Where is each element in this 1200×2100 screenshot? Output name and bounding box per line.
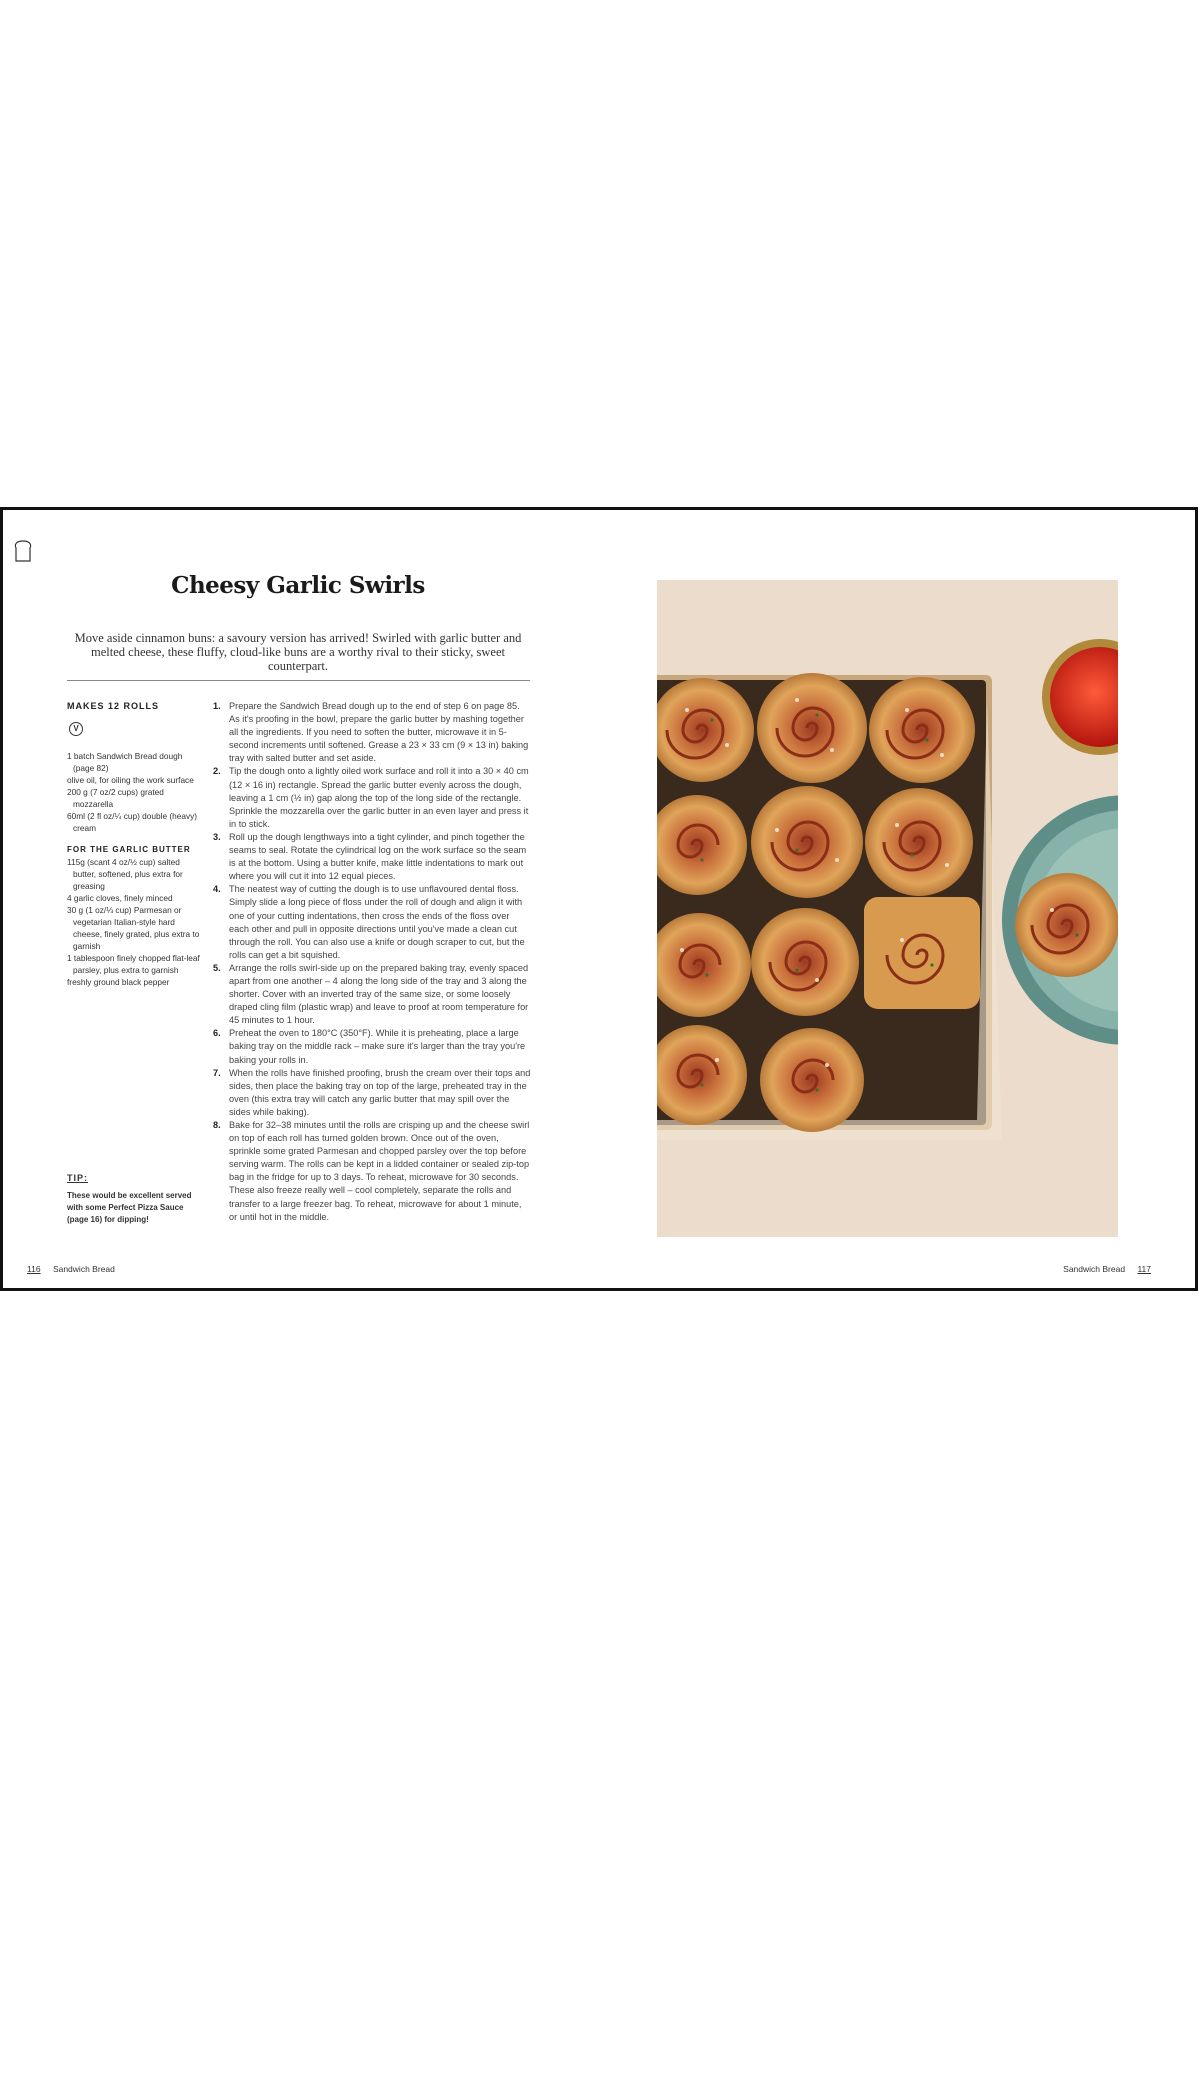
ingredient-item: 115g (scant 4 oz/½ cup) salted butter, softened, plus extra for greasing xyxy=(67,857,183,891)
method-step xyxy=(213,1067,531,1119)
method-step xyxy=(213,700,531,765)
vegetarian-icon: V xyxy=(69,722,83,736)
step-text: Roll up the dough lengthways into a tight cylinder, and pinch together the seams to seal. Rotate the cylindrical log on the work surface so the seam is at the bottom. Using a butter knife, make little indentations to mark out where you will cut it into 12 equal pieces. xyxy=(229,831,527,882)
ingredients-column xyxy=(67,700,202,988)
tip-text: These would be excellent served with some Perfect Pizza Sauce (page 16) for dipping! xyxy=(67,1191,192,1224)
title-divider xyxy=(67,680,530,681)
tip-heading: TIP: xyxy=(67,1173,88,1183)
step-text: Tip the dough onto a lightly oiled work surface and roll it into a 30 × 40 cm (12 × 16 in) rectangle. Spread the garlic butter evenly across the dough, leaving a 1 cm (½ in) gap along the top of the long side of the rectangle. Sprinkle the mozzarella over the garlic butter in an even layer and press it in to stick. xyxy=(229,766,529,829)
tip-box xyxy=(67,1172,197,1226)
step-text: Prepare the Sandwich Bread dough up to the end of step 6 on page 85. As it's proofing in the bowl, prepare the garlic butter by mashing together all the ingredients. If you need to soften the butter, microwave it in 5-second increments until softened. Grease a 23 × 33 cm (9 × 13 in) baking tray with salted butter and set aside. xyxy=(229,701,529,764)
book-spread xyxy=(0,507,1198,1291)
method-step xyxy=(213,883,531,962)
bread-slice-icon xyxy=(13,539,33,563)
step-number: 4. xyxy=(213,884,221,895)
cheesy-garlic-swirls-photo xyxy=(657,580,1118,1237)
recipe-yield: MAKES 12 ROLLS xyxy=(67,701,160,711)
ingredient-item: 4 garlic cloves, finely minced xyxy=(67,893,173,903)
garlic-butter-list xyxy=(67,856,202,988)
ingredient-item: freshly ground black pepper xyxy=(67,977,170,987)
footer-left xyxy=(17,1264,115,1274)
step-text: Preheat the oven to 180°C (350°F). While it is preheating, place a large baking tray on the middle rack – make sure it's larger than the tray you're baking your rolls in. xyxy=(229,1028,526,1065)
step-text: Bake for 32–38 minutes until the rolls are crisping up and the cheese swirl on top of each roll has turned golden brown. Once out of the oven, sprinkle some grated Parmesan and chopped parsley over the top before serving warm. The rolls can be kept in a lidded container or sealed zip-top bag in the fridge for up to 3 days. To reheat, microwave for 30 seconds. These also freeze really well – cool completely, separate the rolls and transfer to a large freezer bag. To reheat, microwave for about 1 minute, or until hot in the middle. xyxy=(229,1120,530,1222)
garlic-butter-heading: FOR THE GARLIC BUTTER xyxy=(67,845,191,854)
ingredient-item: 60ml (2 fl oz/¼ cup) double (heavy) cream xyxy=(67,811,198,833)
step-number: 5. xyxy=(213,962,221,973)
ingredient-item: 1 batch Sandwich Bread dough (page 82) xyxy=(67,751,183,773)
step-text: The neatest way of cutting the dough is to use unflavoured dental floss. Simply slide a long piece of floss under the roll of dough and align it with one of your cutting indentations, then cross the ends of the floss over each other and pull in opposite directions until you've made a clean cut through the roll. You can also use a knife or dough scraper to cut, but the rolls can get a bit squished. xyxy=(229,884,525,960)
step-text: When the rolls have finished proofing, brush the cream over their tops and sides, then place the baking tray on top of the large, preheated tray in the oven (this extra tray will catch any garlic butter that may spill over the sides while baking). xyxy=(229,1067,531,1117)
recipe-intro: Move aside cinnamon buns: a savoury version has arrived! Swirled with garlic butter and melted cheese, these fluffy, cloud-like buns are a worthy rival to their sticky, sweet counterpart. xyxy=(74,631,522,673)
method-step xyxy=(213,765,531,830)
step-number: 7. xyxy=(213,1067,221,1078)
method-steps xyxy=(213,700,531,1224)
ingredient-item: olive oil, for oiling the work surface xyxy=(67,775,194,785)
method-step xyxy=(213,1027,531,1066)
step-number: 1. xyxy=(213,701,221,711)
step-number: 6. xyxy=(213,1028,221,1039)
method-step xyxy=(213,1119,531,1224)
ingredient-item: 1 tablespoon finely chopped flat-leaf parsley, plus extra to garnish xyxy=(67,953,200,975)
method-step xyxy=(213,962,531,1027)
section-name-right: Sandwich Bread xyxy=(1063,1264,1126,1274)
step-number: 3. xyxy=(213,831,221,842)
page-number-right: 117 xyxy=(1137,1264,1151,1274)
recipe-title: Cheesy Garlic Swirls xyxy=(171,572,425,599)
ingredient-item: 30 g (1 oz/⅓ cup) Parmesan or vegetarian Italian-style hard cheese, finely grated, plus extra to garnish xyxy=(67,905,200,951)
section-name-left: Sandwich Bread xyxy=(52,1264,115,1274)
step-text: Arrange the rolls swirl-side up on the prepared baking tray, evenly spaced apart from one another – 4 along the long side of the tray and 3 along the shorter. Cover with an inverted tray of the same size, or some loosely draped cling film (plastic wrap) and leave to proof at room temperature for 45 minutes to 1 hour. xyxy=(229,962,529,1026)
step-number: 2. xyxy=(213,766,221,777)
ingredient-list xyxy=(67,750,202,834)
step-number: 8. xyxy=(213,1120,221,1130)
ingredient-item: 200 g (7 oz/2 cups) grated mozzarella xyxy=(67,787,164,809)
footer-right xyxy=(1063,1264,1161,1274)
method-column xyxy=(213,700,531,1224)
method-step xyxy=(213,831,531,883)
recipe-photo xyxy=(657,580,1118,1237)
page-number-left: 116 xyxy=(27,1264,41,1274)
